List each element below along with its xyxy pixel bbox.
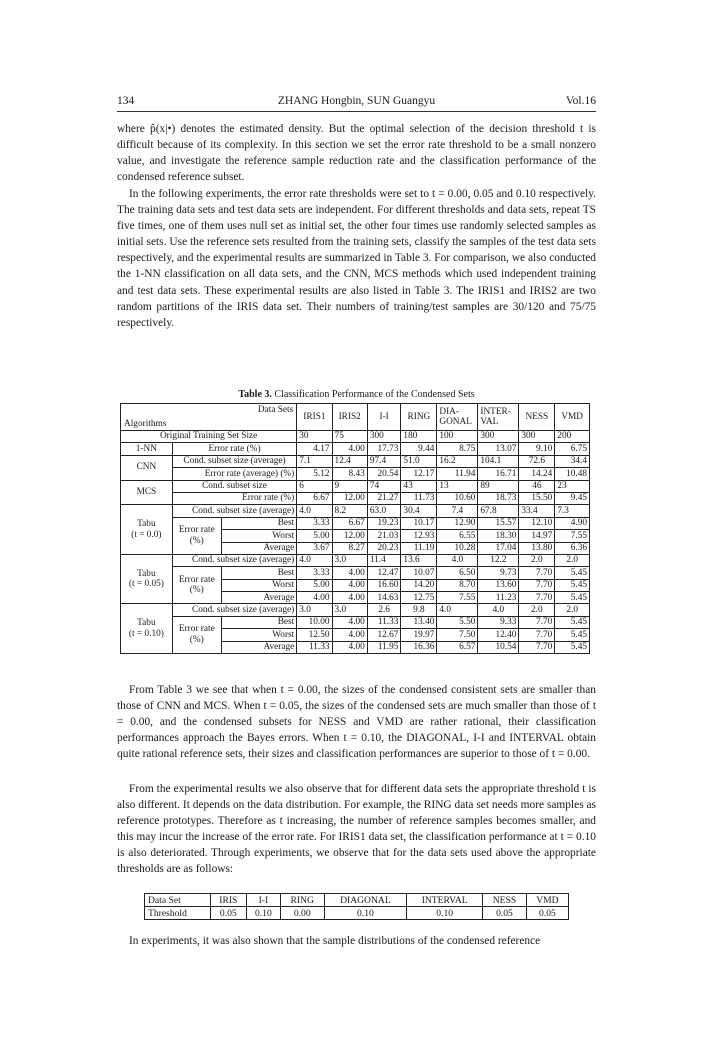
- cell: 13.80: [519, 542, 555, 554]
- cell: 10.00: [297, 616, 332, 628]
- cell: 3.33: [297, 567, 332, 579]
- cell: 5.00: [297, 530, 332, 542]
- cell: 4.00: [332, 579, 367, 591]
- cell: IRIS: [210, 894, 246, 907]
- cell: 12.50: [297, 629, 332, 641]
- cell: 7.70: [519, 629, 555, 641]
- cell: 12.47: [367, 567, 401, 579]
- cell: 6.67: [297, 492, 332, 504]
- cell: 23: [555, 480, 590, 492]
- tabu-name: Tabu: [137, 568, 156, 579]
- cell: 33.4: [519, 505, 555, 517]
- corner-top-label: Data Sets: [257, 405, 294, 415]
- cell: 6.50: [437, 567, 478, 579]
- cell: 8.70: [437, 579, 478, 591]
- cell: 12.2: [478, 554, 519, 566]
- cell: 7.55: [555, 530, 590, 542]
- cell: 4.0: [478, 604, 519, 616]
- cell: 74: [367, 480, 401, 492]
- row-label: Error rate (%): [172, 443, 297, 455]
- paragraph-1: where p̂(x|•) denotes the estimated density. But the optimal selection of the decision threshold t is difficult because of its complexity. In this section we set the error rate threshold to be a small nonzero value, and investigate the reference sample reduction rate and the classification performance of the condensed reference subset.: [117, 123, 596, 184]
- cell: 6.36: [555, 542, 590, 554]
- cell: 7.50: [437, 629, 478, 641]
- cell: 6.57: [437, 641, 478, 653]
- cell: 10.17: [401, 517, 437, 529]
- cell: 0.10: [407, 907, 483, 920]
- header-volume: Vol.16: [565, 95, 596, 107]
- cell: 4.17: [297, 443, 332, 455]
- cell: 30.4: [401, 505, 437, 517]
- row-label: Average: [221, 542, 297, 554]
- row-label: Threshold: [145, 907, 211, 920]
- table-row: [145, 894, 569, 907]
- cell: 14.24: [519, 468, 555, 480]
- cell: 9.44: [401, 443, 437, 455]
- cell: INTERVAL: [407, 894, 483, 907]
- cell: 7.70: [519, 579, 555, 591]
- row-label: Original Training Set Size: [121, 431, 297, 443]
- cell: 0.05: [210, 907, 246, 920]
- row-label: Error rate (%): [172, 567, 221, 604]
- cell: 10.07: [401, 567, 437, 579]
- cell: 6.55: [437, 530, 478, 542]
- row-label: Error rate (%): [172, 517, 221, 554]
- cell: 8.2: [332, 505, 367, 517]
- cell: 9.8: [401, 604, 437, 616]
- table-row: [121, 604, 590, 616]
- cell: 2.0: [555, 604, 590, 616]
- cell: 9.33: [478, 616, 519, 628]
- row-label: Worst: [221, 530, 297, 542]
- cell: 13.07: [478, 443, 519, 455]
- cell: 34.4: [555, 455, 590, 467]
- tabu-threshold: (t = 0.05): [128, 579, 164, 590]
- tabu-name: Tabu: [137, 519, 156, 530]
- cell: 8.75: [437, 443, 478, 455]
- cell: 12.17: [401, 468, 437, 480]
- paragraph-4: From the experimental results we also observe that for different data sets the appropriate threshold t is also different. It depends on the data distribution. For example, the RING data set needs more samples as reference prototypes. Therefore as t increasing, the number of reference samples becomes smaller, and this may incur the increase of the error rate. For IRIS1 data set, the classification performance at t = 0.10 is also deteriorated. Through experiments, we observe that for the data sets used above the appropriate thresholds are as follows:: [117, 783, 596, 876]
- cell: 15.50: [519, 492, 555, 504]
- row-label: Cond. subset size (average): [172, 554, 297, 566]
- cell: 6.75: [555, 443, 590, 455]
- cell: 4.00: [332, 641, 367, 653]
- cell: 3.33: [297, 517, 332, 529]
- table-row: [121, 554, 590, 566]
- cell: 300: [478, 431, 519, 443]
- cell: 12.10: [519, 517, 555, 529]
- cell: 6.67: [332, 517, 367, 529]
- algorithm-label: CNN: [121, 455, 173, 480]
- cell: 12.00: [332, 530, 367, 542]
- cell: 30: [297, 431, 332, 443]
- cell: 4.00: [297, 592, 332, 604]
- cell: 0.10: [246, 907, 280, 920]
- cell: 9.45: [555, 492, 590, 504]
- table-row: [121, 616, 590, 628]
- cell: 5.45: [555, 641, 590, 653]
- cell: 300: [367, 431, 401, 443]
- tabu-threshold: (t = 0.10): [128, 628, 164, 639]
- cell: 11.19: [401, 542, 437, 554]
- cell: 12.00: [332, 492, 367, 504]
- cell: 7.70: [519, 616, 555, 628]
- cell: 46: [519, 480, 555, 492]
- cell: 16.71: [478, 468, 519, 480]
- cell: 43: [401, 480, 437, 492]
- algorithm-label: [121, 554, 173, 604]
- table-row: [121, 468, 590, 480]
- cell: 9: [332, 480, 367, 492]
- table-row: [121, 505, 590, 517]
- cell: 3.67: [297, 542, 332, 554]
- cell: 10.28: [437, 542, 478, 554]
- cell: 104.1: [478, 455, 519, 467]
- cell: 0.05: [483, 907, 527, 920]
- cell: 3.0: [332, 604, 367, 616]
- threshold-table: [144, 893, 569, 920]
- cell: 10.48: [555, 468, 590, 480]
- column-header: RING: [401, 404, 437, 431]
- row-label: Best: [221, 517, 297, 529]
- cell: 4.00: [332, 616, 367, 628]
- column-header: IRIS1: [297, 404, 332, 431]
- table-row: [121, 431, 590, 443]
- paragraph-5: In experiments, it was also shown that the sample distributions of the condensed reference: [129, 935, 541, 947]
- cell: 12.75: [401, 592, 437, 604]
- cell: 63.0: [367, 505, 401, 517]
- table-row: [121, 492, 590, 504]
- cell: 0.10: [324, 907, 407, 920]
- cell: 7.70: [519, 567, 555, 579]
- cell: 10.54: [478, 641, 519, 653]
- cell: 5.12: [297, 468, 332, 480]
- cell: NESS: [483, 894, 527, 907]
- algorithm-label: [121, 505, 173, 555]
- cell: 7.4: [437, 505, 478, 517]
- cell: 5.50: [437, 616, 478, 628]
- cell: 20.23: [367, 542, 401, 554]
- row-label: Best: [221, 567, 297, 579]
- cell: 2.0: [555, 554, 590, 566]
- row-label: Cond. subset size (average): [172, 455, 297, 467]
- cell: 12.90: [437, 517, 478, 529]
- cell: 19.97: [401, 629, 437, 641]
- cell: 11.23: [478, 592, 519, 604]
- cell: 13.40: [401, 616, 437, 628]
- cell: 11.33: [367, 616, 401, 628]
- cell: 72.6: [519, 455, 555, 467]
- cell: 4.0: [297, 505, 332, 517]
- cell: 20.54: [367, 468, 401, 480]
- cell: 4.0: [437, 604, 478, 616]
- paragraph-2: In the following experiments, the error rate thresholds were set to t = 0.00, 0.05 and 0.10 respectively. The training data sets and test data sets are independent. For different thresholds and data sets, repeat TS five times, one of them uses null set as initial set, the other four times use randomly selected samples as initial sets. Use the reference sets resulted from the training sets, classify the samples of the test data sets respectively, and the experimental results are summarized in Table 3. For comparison, we also conducted the 1-NN classification on all data sets, and the CNN, MCS methods which used independent training and test data sets. These experimental results are also listed in Table 3. The IRIS1 and IRIS2 are two random partitions of the IRIS data set. Their numbers of training/test samples are 30/120 and 75/75 respectively.: [117, 188, 596, 329]
- row-label: Worst: [221, 579, 297, 591]
- cell: 7.1: [297, 455, 332, 467]
- table-3-caption: [117, 389, 596, 400]
- cell: 2.0: [519, 604, 555, 616]
- cell: 97.4: [367, 455, 401, 467]
- cell: 180: [401, 431, 437, 443]
- cell: 15.57: [478, 517, 519, 529]
- cell: 13.60: [478, 579, 519, 591]
- cell: 11.73: [401, 492, 437, 504]
- cell: 4.00: [332, 592, 367, 604]
- cell: 4.0: [437, 554, 478, 566]
- cell: 5.45: [555, 579, 590, 591]
- cell: 11.33: [297, 641, 332, 653]
- cell: 5.45: [555, 616, 590, 628]
- cell: 51.0: [401, 455, 437, 467]
- cell: 5.45: [555, 567, 590, 579]
- cell: RING: [280, 894, 324, 907]
- cell: 100: [437, 431, 478, 443]
- tabu-threshold: (t = 0.0): [131, 529, 162, 540]
- cell: 16.60: [367, 579, 401, 591]
- cell: 300: [519, 431, 555, 443]
- cell: DIAGONAL: [324, 894, 407, 907]
- cell: 2.0: [519, 554, 555, 566]
- row-label: Error rate (%): [172, 616, 221, 653]
- column-header: NESS: [519, 404, 555, 431]
- cell: 18.73: [478, 492, 519, 504]
- cell: 8.27: [332, 542, 367, 554]
- cell: 5.00: [297, 579, 332, 591]
- cell: VMD: [526, 894, 568, 907]
- running-header: [117, 95, 596, 112]
- cell: 0.00: [280, 907, 324, 920]
- cell: 9.73: [478, 567, 519, 579]
- cell: 4.00: [332, 567, 367, 579]
- row-label: Average: [221, 592, 297, 604]
- cell: 7.3: [555, 505, 590, 517]
- cell: 13: [437, 480, 478, 492]
- cell: 17.04: [478, 542, 519, 554]
- table-row: [121, 567, 590, 579]
- row-label: Best: [221, 616, 297, 628]
- column-header: INTER-VAL: [478, 404, 519, 431]
- cell: 75: [332, 431, 367, 443]
- row-label: Data Set: [145, 894, 211, 907]
- cell: 5.45: [555, 592, 590, 604]
- cell: 17.73: [367, 443, 401, 455]
- cell: 21.27: [367, 492, 401, 504]
- table-3-title: Classification Performance of the Condensed Sets: [274, 389, 475, 400]
- cell: 12.67: [367, 629, 401, 641]
- cell: I-I: [246, 894, 280, 907]
- cell: 6: [297, 480, 332, 492]
- row-label: Error rate (average) (%): [172, 468, 297, 480]
- table-3: [120, 403, 590, 654]
- row-label: Error rate (%): [172, 492, 297, 504]
- paragraph-3: From Table 3 we see that when t = 0.00, the sizes of the condensed consistent sets are smaller than those of CNN and MCS. When t = 0.05, the sizes of the condensed sets are much smaller than those of t = 0.00, and the condensed subsets for NESS and VMD are rather rational, their classification performances approach the Bayes errors. When t = 0.10, the DIAGONAL, I-I and INTERVAL obtain quite rational reference sets, their sizes and classification performances are superior to those of t = 0.00.: [117, 684, 596, 761]
- cell: 11.4: [367, 554, 401, 566]
- cell: 14.63: [367, 592, 401, 604]
- algorithm-label: 1-NN: [121, 443, 173, 455]
- algorithm-label: [121, 604, 173, 654]
- cell: 10.60: [437, 492, 478, 504]
- row-label: Worst: [221, 629, 297, 641]
- table-3-label: Table 3.: [238, 389, 272, 400]
- cell: 5.45: [555, 629, 590, 641]
- row-label: Average: [221, 641, 297, 653]
- column-header: DIA-GONAL: [437, 404, 478, 431]
- algorithm-label: MCS: [121, 480, 173, 505]
- cell: 67.8: [478, 505, 519, 517]
- cell: 7.70: [519, 592, 555, 604]
- table-row: [145, 907, 569, 920]
- cell: 12.4: [332, 455, 367, 467]
- cell: 8.43: [332, 468, 367, 480]
- cell: 12.40: [478, 629, 519, 641]
- cell: 12.93: [401, 530, 437, 542]
- cell: 0.05: [526, 907, 568, 920]
- header-authors: ZHANG Hongbin, SUN Guangyu: [277, 95, 436, 107]
- column-header: I-I: [367, 404, 401, 431]
- cell: 16.36: [401, 641, 437, 653]
- column-header: IRIS2: [332, 404, 367, 431]
- cell: 11.95: [367, 641, 401, 653]
- cell: 14.20: [401, 579, 437, 591]
- cell: 4.00: [332, 629, 367, 641]
- row-label: Cond. subset size (average): [172, 604, 297, 616]
- row-label: Cond. subset size: [172, 480, 297, 492]
- cell: 7.55: [437, 592, 478, 604]
- cell: 14.97: [519, 530, 555, 542]
- cell: 18.30: [478, 530, 519, 542]
- cell: 4.00: [332, 443, 367, 455]
- cell: 11.94: [437, 468, 478, 480]
- corner-cell: [121, 404, 297, 431]
- column-header: VMD: [555, 404, 590, 431]
- cell: 21.03: [367, 530, 401, 542]
- cell: 3.0: [332, 554, 367, 566]
- table-row: [121, 480, 590, 492]
- cell: 200: [555, 431, 590, 443]
- tabu-name: Tabu: [137, 618, 156, 629]
- cell: 9.10: [519, 443, 555, 455]
- table-header-row: [121, 404, 590, 431]
- table-row: [121, 443, 590, 455]
- cell: 13.6: [401, 554, 437, 566]
- row-label: Cond. subset size (average): [172, 505, 297, 517]
- cell: 7.70: [519, 641, 555, 653]
- table-row: [121, 517, 590, 529]
- cell: 89: [478, 480, 519, 492]
- cell: 2.6: [367, 604, 401, 616]
- corner-bottom-label: Algorithms: [124, 418, 167, 429]
- cell: 4.90: [555, 517, 590, 529]
- cell: 4.0: [297, 554, 332, 566]
- table-row: [121, 455, 590, 467]
- cell: 19.23: [367, 517, 401, 529]
- cell: 16.2: [437, 455, 478, 467]
- cell: 3.0: [297, 604, 332, 616]
- page-number: 134: [117, 95, 135, 107]
